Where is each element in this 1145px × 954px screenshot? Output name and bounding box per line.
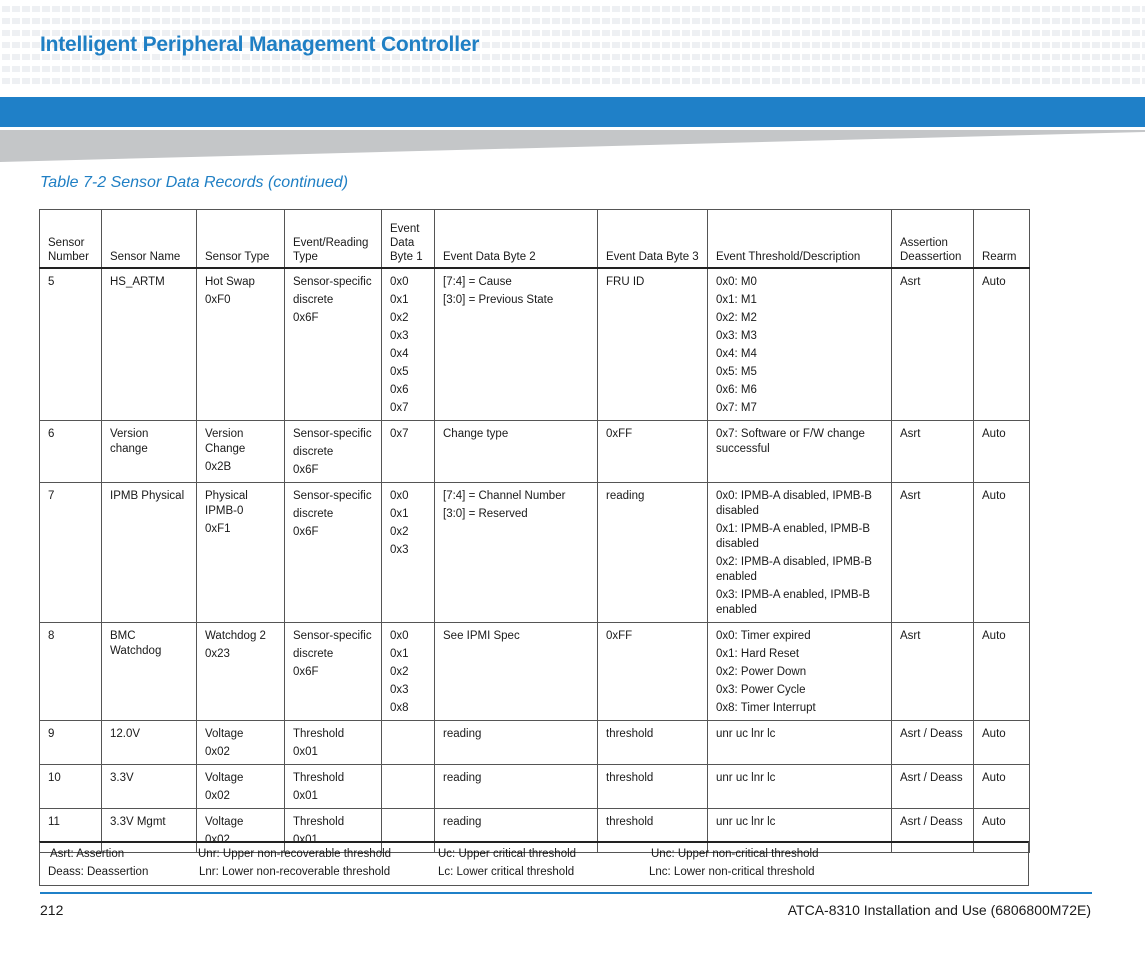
cell-line: threshold [606,727,654,740]
column-header-line: Byte 1 [390,250,423,263]
cell-line: 0x2 [390,665,409,678]
cell-line: See IPMI Spec [443,629,520,642]
cell-line: Auto [982,771,1006,784]
table-cell [974,482,1030,622]
table-cell [197,268,285,421]
cell-line: 0x7 [390,401,409,414]
table-cell [974,268,1030,421]
table-row [40,764,1030,808]
cell-line: 0x7 [390,427,409,440]
table-cell [598,720,708,764]
table-cell [285,268,382,421]
table-legend [39,841,1029,886]
cell-line: Auto [982,427,1006,440]
column-header [285,210,382,268]
table-cell [382,420,435,482]
cell-line: Sensor-specific [293,629,372,642]
cell-line: [7:4] = Cause [443,275,512,288]
column-header [197,210,285,268]
cell-line: 3.3V Mgmt [110,815,166,828]
cell-line: 0x5: M5 [716,365,757,378]
table-cell [285,622,382,720]
table-cell [382,720,435,764]
table-cell [102,720,197,764]
table-cell [435,268,598,421]
cell-line: 0x02 [205,745,230,758]
cell-line: threshold [606,815,654,828]
column-header [892,210,974,268]
cell-line: Sensor-specific [293,427,372,440]
cell-line: Change type [443,427,509,440]
column-header-line: Deassertion [900,250,962,263]
table-cell [197,482,285,622]
table-row [40,482,1030,622]
footer-rule [40,892,1092,894]
column-header-line: Number [48,250,89,263]
table-cell [892,720,974,764]
column-header [40,210,102,268]
table-cell [382,764,435,808]
cell-line: 12.0V [110,727,141,740]
table-cell [435,720,598,764]
table-cell [598,268,708,421]
cell-line: Asrt [900,427,921,440]
table-cell [892,764,974,808]
table-cell [40,622,102,720]
cell-line: Version Change [205,427,246,455]
table-cell [708,420,892,482]
cell-line: 0xF1 [205,522,231,535]
table-cell [40,420,102,482]
table-cell [708,268,892,421]
table-cell [40,482,102,622]
cell-line: 0x01 [293,833,318,846]
cell-line: 0x2: Power Down [716,665,807,678]
column-header [598,210,708,268]
table-cell [40,720,102,764]
cell-line: 0x8 [390,701,409,714]
cell-line: Voltage [205,771,244,784]
table-cell [102,622,197,720]
table-cell [382,268,435,421]
table-cell [102,420,197,482]
cell-line: Auto [982,489,1006,502]
column-header-line: Rearm [982,250,1017,263]
cell-line: Threshold [293,815,345,828]
table-cell [382,622,435,720]
cell-line: [3:0] = Reserved [443,507,528,520]
column-header-line: Sensor [48,236,85,249]
cell-line: [7:4] = Channel Number [443,489,566,502]
cell-line: 0x0 [390,275,409,288]
cell-line: 0x6: M6 [716,383,757,396]
cell-line: 0x1: M1 [716,293,757,306]
table-cell [598,482,708,622]
cell-line: Watchdog 2 [205,629,266,642]
table-cell [974,622,1030,720]
table-cell [892,482,974,622]
cell-line: 5 [48,275,55,288]
cell-line: 0x01 [293,745,318,758]
header-grey-swoosh [0,130,1145,162]
column-header [435,210,598,268]
cell-line: reading [443,815,482,828]
cell-line: reading [443,727,482,740]
table-cell [40,764,102,808]
cell-line: 0x4: M4 [716,347,757,360]
column-header [102,210,197,268]
cell-line: HS_ARTM [110,275,165,288]
column-header [708,210,892,268]
cell-line: 0x2 [390,311,409,324]
cell-line: Sensor-specific [293,489,372,502]
table-cell [974,420,1030,482]
cell-line: 0x7: Software or F/W change successful [716,427,865,455]
cell-line: Auto [982,275,1006,288]
table-row [40,720,1030,764]
cell-line: 0x2 [390,525,409,538]
cell-line: 0x23 [205,647,230,660]
column-header-line: Event/Reading [293,236,369,249]
table-cell [892,268,974,421]
table-row [40,622,1030,720]
legend-lnc: Lnc: Lower non-critical threshold [649,866,815,878]
cell-line: 0x0 [390,489,409,502]
cell-line: 0x3: Power Cycle [716,683,806,696]
table-cell [197,720,285,764]
table-row [40,420,1030,482]
cell-line: 0x1 [390,293,409,306]
cell-line: 0x0: Timer expired [716,629,811,642]
legend-unr: Unr: Upper non-recoverable threshold [198,848,392,860]
table-cell [974,720,1030,764]
cell-line: 0x01 [293,789,318,802]
table-cell [285,482,382,622]
cell-line: 6 [48,427,55,440]
cell-line: Auto [982,629,1006,642]
cell-line: 0x0 [390,629,409,642]
cell-line: 3.3V [110,771,134,784]
cell-line: 0xFF [606,427,633,440]
cell-line: Asrt [900,489,921,502]
table-caption: Table 7-2 Sensor Data Records (continued) [40,174,349,191]
cell-line: 0x0: IPMB-A disabled, IPMB-B disabled [716,489,872,517]
cell-line: 0xF0 [205,293,231,306]
table-cell [708,622,892,720]
table-cell [598,622,708,720]
column-header-line: Event Data Byte 2 [443,250,536,263]
cell-line: Asrt [900,629,921,642]
column-header-line: Event [390,222,420,235]
cell-line: 0x3 [390,543,409,556]
table-body [40,268,1030,853]
table-cell [708,720,892,764]
table-cell [435,420,598,482]
cell-line: 0x6F [293,525,319,538]
legend-uc: Uc: Upper critical threshold [438,848,577,860]
cell-line: 0x0: M0 [716,275,757,288]
column-header-line: Type [293,250,318,263]
cell-line: Auto [982,815,1006,828]
cell-line: 0x1: IPMB-A enabled, IPMB-B disabled [716,522,871,550]
column-header-line: Event Threshold/Description [716,250,861,263]
cell-line: BMC Watchdog [110,629,162,657]
cell-line: Asrt / Deass [900,727,963,740]
cell-line: 0x3: IPMB-A enabled, IPMB-B enabled [716,588,871,616]
cell-line: IPMB Physical [110,489,185,502]
table-cell [974,764,1030,808]
cell-line: 7 [48,489,55,502]
cell-line: 0x2B [205,460,232,473]
cell-line: unr uc lnr lc [716,815,776,828]
cell-line: threshold [606,771,654,784]
cell-line: 0xFF [606,629,633,642]
cell-line: FRU ID [606,275,645,288]
cell-line: Physical IPMB-0 [205,489,248,517]
cell-line: 0x6 [390,383,409,396]
column-header-line: Event Data Byte 3 [606,250,699,263]
cell-line: discrete [293,445,334,458]
table-cell [102,268,197,421]
cell-line: 0x7: M7 [716,401,757,414]
cell-line: 0x3 [390,683,409,696]
cell-line: 0x2: IPMB-A disabled, IPMB-B enabled [716,555,872,583]
cell-line: discrete [293,507,334,520]
column-header-line: Sensor Name [110,250,181,263]
table-row [40,268,1030,421]
table-cell [285,420,382,482]
legend-asrt: Asrt: Assertion [50,848,125,860]
cell-line: 0x02 [205,789,230,802]
cell-line: 10 [48,771,61,784]
sensor-data-records-table [39,209,1030,853]
table-cell [197,420,285,482]
cell-line: 0x1 [390,507,409,520]
cell-line: 0x6F [293,311,319,324]
cell-line: Voltage [205,815,244,828]
column-header-line: Data [390,236,415,249]
table-header-row [40,210,1030,268]
cell-line: 0x02 [205,833,230,846]
cell-line: Auto [982,727,1006,740]
table-cell [435,482,598,622]
legend-deass: Deass: Deassertion [48,866,149,878]
cell-line: 0x6F [293,463,319,476]
cell-line: Threshold [293,771,345,784]
legend-lc: Lc: Lower critical threshold [438,866,575,878]
cell-line: Sensor-specific [293,275,372,288]
table-cell [102,764,197,808]
table-cell [598,420,708,482]
legend-unc: Unc: Upper non-critical threshold [651,848,819,860]
cell-line: reading [606,489,645,502]
cell-line: 11 [48,815,60,828]
page-number: 212 [40,902,64,918]
cell-line: [3:0] = Previous State [443,293,554,306]
cell-line: Hot Swap [205,275,255,288]
cell-line: 0x1: Hard Reset [716,647,800,660]
table-cell [382,482,435,622]
cell-line: 0x1 [390,647,409,660]
swoosh-shape [0,130,1145,162]
cell-line: Voltage [205,727,244,740]
cell-line: 0x2: M2 [716,311,757,324]
column-header [382,210,435,268]
cell-line: 0x4 [390,347,409,360]
cell-line: Version change [110,427,149,455]
cell-line: unr uc lnr lc [716,727,776,740]
chapter-title: Intelligent Peripheral Management Controller [40,33,480,56]
cell-line: 0x3 [390,329,409,342]
table-cell [197,764,285,808]
table-cell [435,764,598,808]
legend-lnr: Lnr: Lower non-recoverable threshold [199,866,391,878]
column-header-line: Sensor Type [205,250,270,263]
column-header [974,210,1030,268]
cell-line: discrete [293,293,334,306]
cell-line: reading [443,771,482,784]
cell-line: 9 [48,727,55,740]
table-cell [708,482,892,622]
cell-line: Asrt / Deass [900,815,963,828]
cell-line: 0x6F [293,665,319,678]
table-cell [197,622,285,720]
cell-line: 0x3: M3 [716,329,757,342]
header-blue-bar [0,97,1145,127]
cell-line: 0x8: Timer Interrupt [716,701,816,714]
table-cell [708,764,892,808]
table-cell [435,622,598,720]
cell-line: 0x5 [390,365,409,378]
table-cell [598,764,708,808]
cell-line: discrete [293,647,334,660]
document-reference: ATCA-8310 Installation and Use (6806800M72E) [787,902,1091,918]
cell-line: Asrt [900,275,921,288]
table-cell [102,482,197,622]
cell-line: Threshold [293,727,345,740]
table-cell [285,764,382,808]
cell-line: 8 [48,629,55,642]
table-cell [285,720,382,764]
cell-line: unr uc lnr lc [716,771,776,784]
table-cell [40,268,102,421]
cell-line: Asrt / Deass [900,771,963,784]
column-header-line: Assertion [900,236,948,249]
table-cell [892,622,974,720]
table-cell [892,420,974,482]
